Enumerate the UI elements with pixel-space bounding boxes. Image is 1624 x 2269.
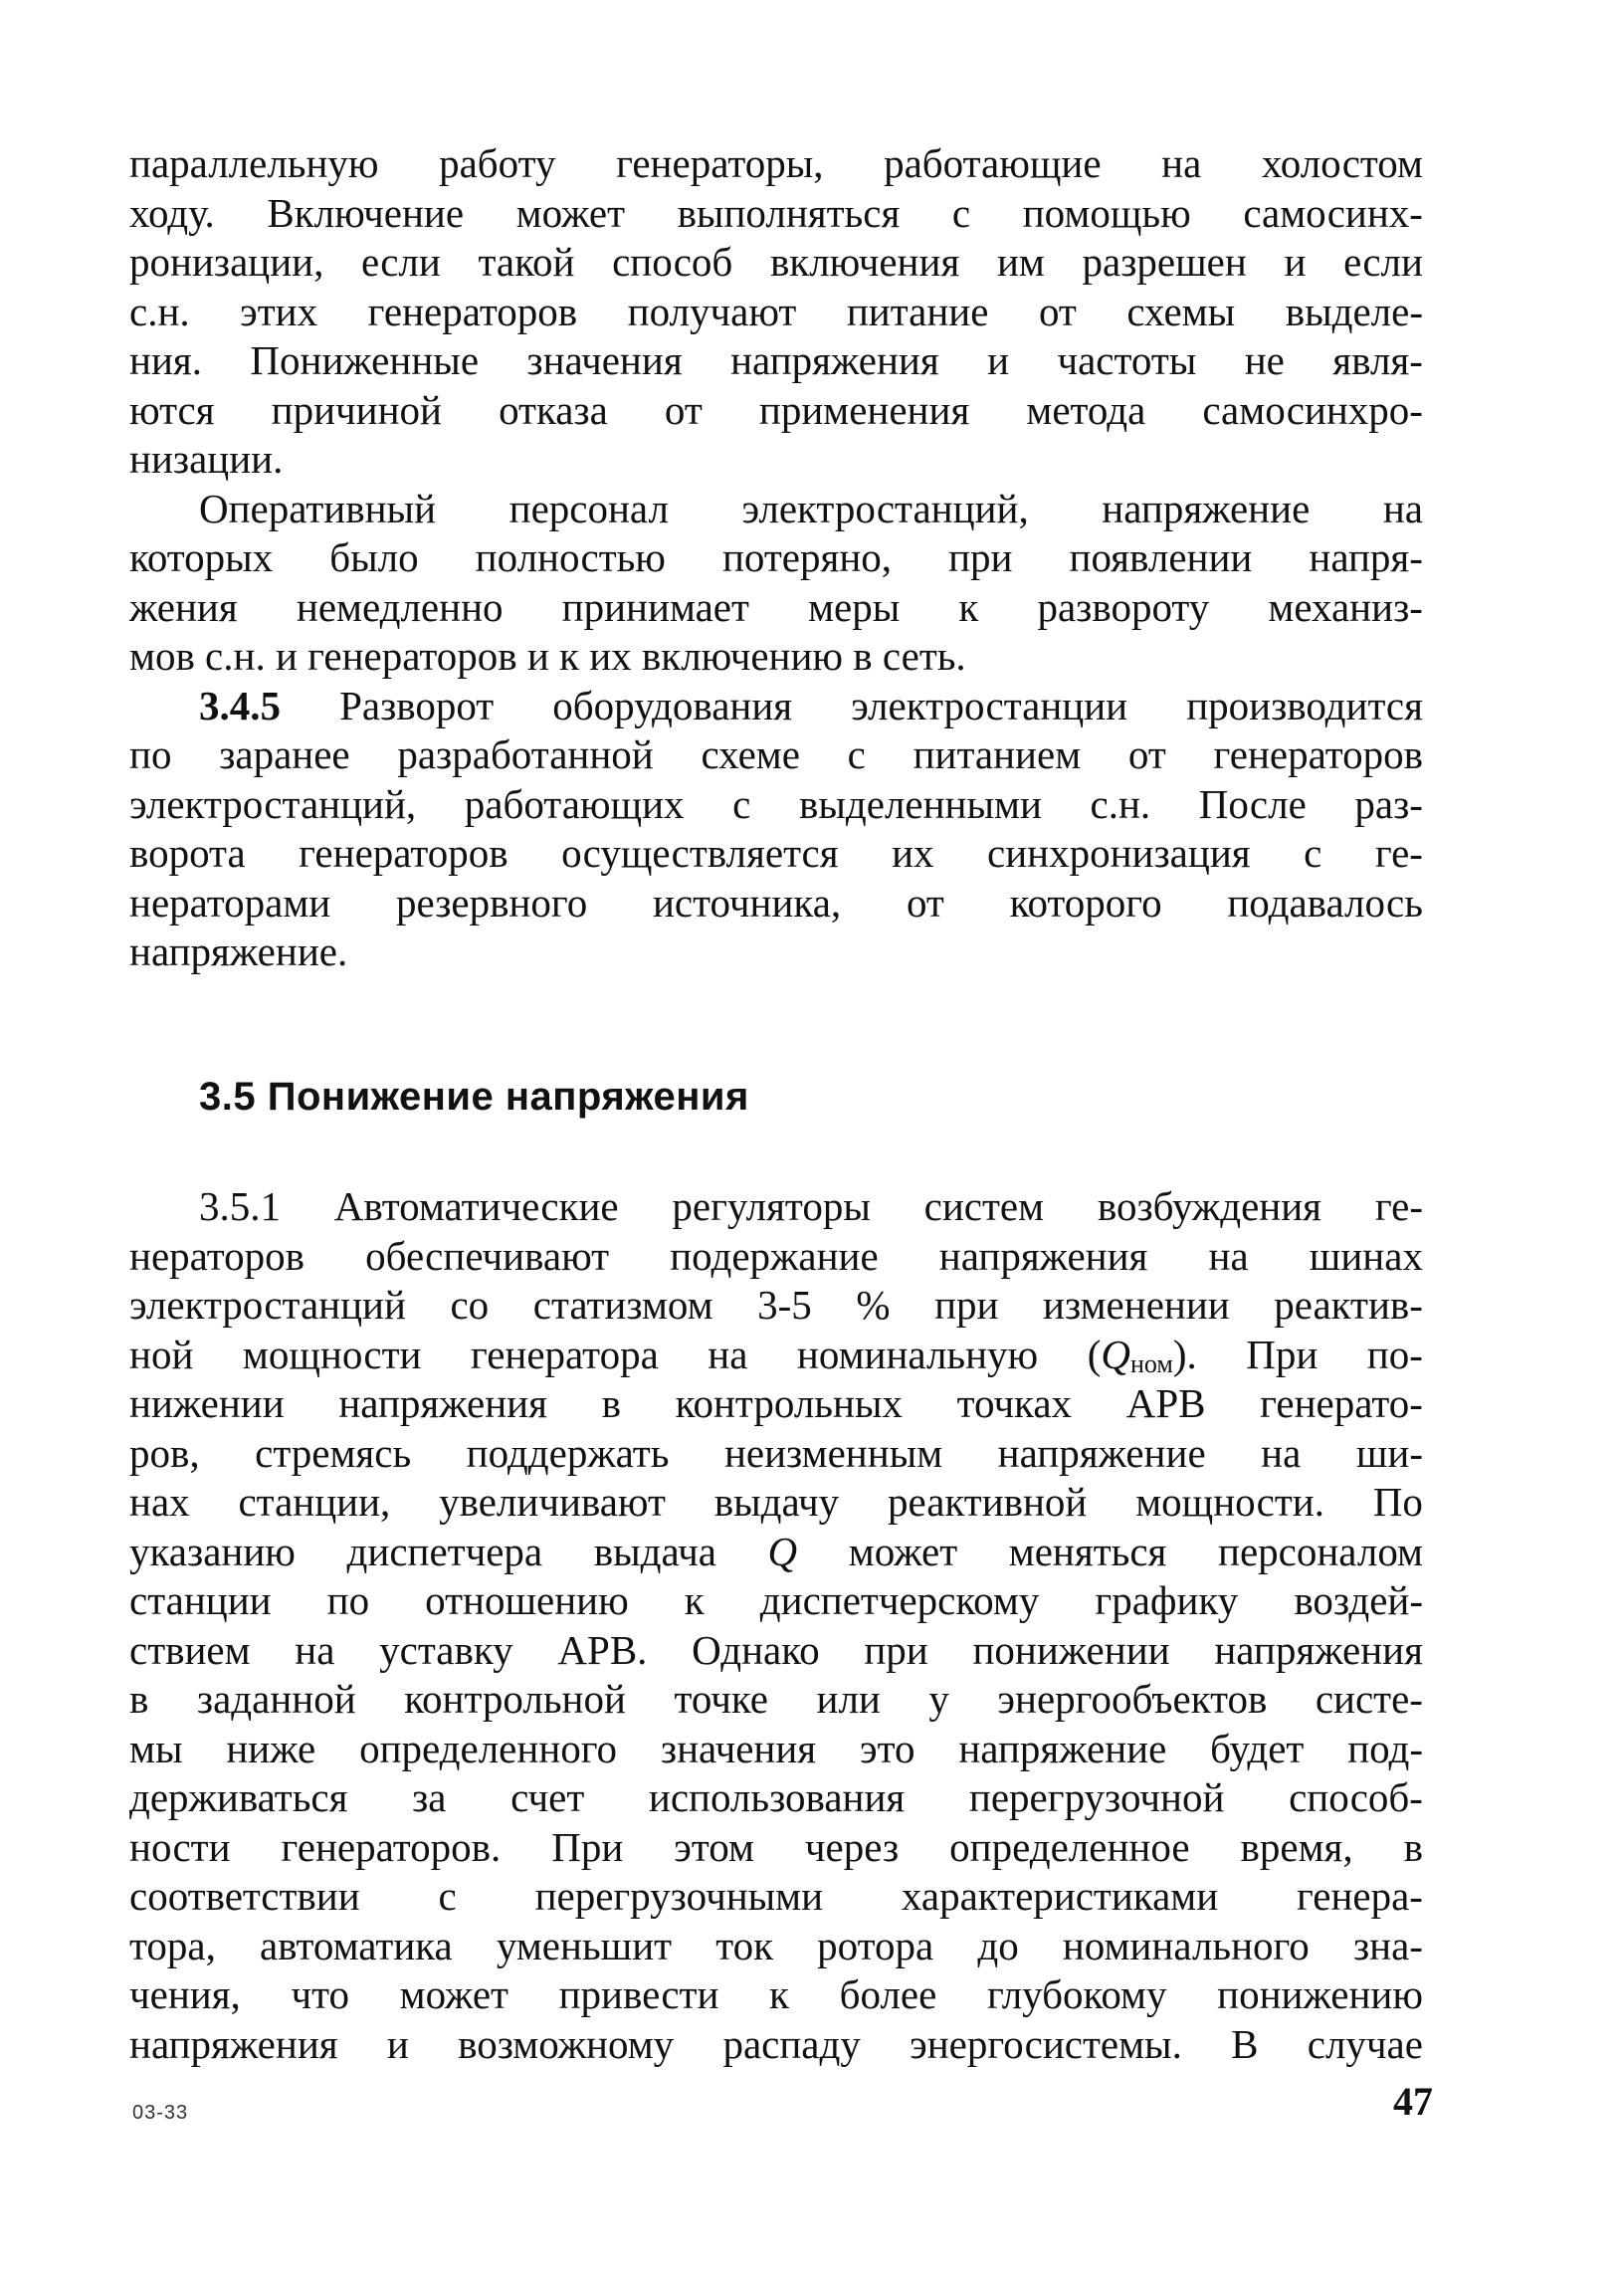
paragraph-line: [129, 1478, 1423, 1528]
word: систе-: [1315, 1676, 1423, 1722]
word: определенное: [949, 1823, 1190, 1870]
word: немедленно: [296, 583, 504, 630]
word: на: [295, 1626, 335, 1673]
word: Автоматические: [333, 1183, 619, 1229]
word: от: [1127, 731, 1166, 777]
word: способ: [612, 239, 733, 285]
word: может: [399, 1971, 508, 2017]
word: уставку: [379, 1626, 513, 1673]
word: мы: [129, 1725, 183, 1771]
word: под-: [1347, 1725, 1423, 1771]
word: выдачу: [713, 1479, 840, 1525]
word: отношению: [425, 1577, 629, 1623]
word: самосинхро-: [1202, 386, 1423, 433]
paragraph-line: [129, 1922, 1423, 1971]
word: стремясь: [255, 1429, 412, 1476]
word: диспетчера: [346, 1528, 543, 1574]
word: 3-5: [757, 1282, 812, 1328]
word: ров,: [129, 1429, 200, 1476]
paragraph-line: [129, 682, 1423, 731]
paragraph-line: [129, 1626, 1423, 1676]
word: причиной: [271, 386, 442, 433]
word: ниже: [226, 1725, 316, 1771]
word: напряжения: [730, 337, 939, 383]
word: реактивной: [888, 1479, 1088, 1525]
q-subscript: ном: [1129, 1348, 1173, 1378]
word: значения: [526, 337, 683, 383]
word: отказа: [499, 386, 608, 433]
word: ток: [715, 1922, 774, 1968]
paragraph-line: [129, 485, 1423, 534]
word: генераторы,: [616, 140, 824, 186]
paragraph-line: [129, 1970, 1423, 2020]
word: напряжения: [338, 1380, 547, 1426]
word: регуляторы: [672, 1183, 871, 1229]
word: резервного: [396, 879, 588, 926]
word: нераторами: [129, 879, 331, 926]
word: напряжение: [997, 1429, 1206, 1476]
paragraph-line: [129, 780, 1423, 830]
word: в: [601, 1380, 621, 1426]
word: которых: [129, 534, 274, 580]
word: персоналом: [1218, 1528, 1423, 1574]
word: реактив-: [1274, 1282, 1423, 1328]
paragraph-line: [129, 928, 1423, 977]
word: с.н.: [129, 288, 190, 334]
paragraph-line: [129, 1528, 1423, 1577]
word: помощью: [1022, 189, 1191, 236]
word: зна-: [1352, 1922, 1423, 1968]
paragraph-line: [129, 1331, 1423, 1380]
word: ротора: [817, 1922, 934, 1968]
word: систем: [923, 1183, 1045, 1229]
word: генераторов.: [281, 1823, 502, 1870]
word: полностью: [475, 534, 666, 580]
word: работающие: [884, 140, 1102, 186]
paragraph-line: [129, 1675, 1423, 1725]
word: электростанций: [129, 1282, 406, 1328]
word: ронизации,: [129, 239, 324, 285]
word: ния.: [129, 337, 202, 383]
word: производится: [1186, 682, 1423, 728]
word: питание: [846, 288, 989, 334]
word: изменении: [1043, 1282, 1230, 1328]
word: по-: [1366, 1331, 1423, 1377]
section-heading: 3.5 Понижение напряжения: [199, 1075, 749, 1119]
word: чения,: [129, 1971, 241, 2017]
word: синхронизация: [987, 830, 1251, 876]
word: напряжение: [958, 1725, 1167, 1771]
word: выдача: [593, 1528, 716, 1574]
word: в: [1403, 1823, 1423, 1870]
word: не: [1244, 337, 1285, 383]
paragraph-line: [129, 829, 1423, 879]
word: способ-: [1289, 1774, 1423, 1820]
word: развороту: [1037, 583, 1210, 630]
word: к: [958, 583, 979, 630]
word: схеме: [701, 731, 800, 777]
word: работающих: [464, 780, 685, 827]
word: тора,: [129, 1922, 216, 1968]
word: с: [438, 1873, 457, 1919]
word: генераторов: [367, 288, 578, 334]
word: питанием: [913, 731, 1082, 777]
word: статизмом: [532, 1282, 713, 1328]
word: перегрузочными: [534, 1873, 824, 1919]
word: параллельную: [129, 140, 379, 186]
word: генера-: [1297, 1873, 1423, 1919]
word: электростанции: [851, 682, 1128, 728]
page-number: 47: [1393, 2079, 1433, 2124]
word: с: [847, 731, 866, 777]
word: ши-: [1355, 1429, 1423, 1476]
word: номинального: [1062, 1922, 1310, 1968]
word: воздей-: [1294, 1577, 1423, 1623]
word: ствием: [129, 1626, 251, 1673]
word: понижению: [1217, 1971, 1423, 2017]
word: станции,: [238, 1479, 391, 1525]
word: что: [291, 1971, 349, 2017]
word: мощности: [242, 1331, 422, 1377]
word: Оперативный: [199, 485, 437, 531]
word: раз-: [1354, 780, 1423, 827]
q-symbol: Q: [1101, 1331, 1130, 1377]
paragraph-line: [129, 583, 1423, 633]
word: разработанной: [397, 731, 654, 777]
line-text: напряжение.: [129, 928, 348, 974]
word: от: [664, 386, 703, 433]
word: поддержать: [466, 1429, 670, 1476]
paragraph-line: [129, 730, 1423, 780]
word: точках: [956, 1380, 1073, 1426]
word: при: [948, 534, 1013, 580]
word: по: [129, 731, 172, 777]
word: на: [708, 1331, 748, 1377]
paragraph-line: [129, 1232, 1423, 1282]
word: %: [856, 1282, 891, 1328]
line-text: низации.: [129, 436, 284, 482]
word: и: [987, 337, 1010, 383]
word: у: [928, 1676, 949, 1722]
word: им: [996, 239, 1045, 285]
word: явля-: [1332, 337, 1423, 383]
word: подавалось: [1227, 879, 1423, 926]
word: диспетчерскому: [759, 1577, 1040, 1623]
paragraph-line: [129, 1576, 1423, 1626]
word: генерато-: [1260, 1380, 1423, 1426]
paren-close: ).: [1172, 1331, 1197, 1377]
word: оборудования: [552, 682, 793, 728]
word: соответствии: [129, 1873, 360, 1919]
word: меняться: [1008, 1528, 1167, 1574]
word: за: [412, 1774, 447, 1820]
word: перегрузочной: [968, 1774, 1225, 1820]
word: нижении: [129, 1380, 285, 1426]
word: схемы: [1126, 288, 1236, 334]
word: такой: [478, 239, 575, 285]
word: понижении: [972, 1626, 1170, 1673]
word: с: [732, 780, 751, 827]
word: ются: [129, 386, 215, 433]
word: При: [1246, 1331, 1319, 1377]
word: этом: [674, 1823, 754, 1870]
word: при: [934, 1282, 999, 1328]
word: напряжение: [1102, 485, 1311, 531]
word: ге-: [1374, 1183, 1423, 1229]
word: Пониженные: [250, 337, 480, 383]
word: напря-: [1309, 534, 1423, 580]
paragraph-line: [129, 189, 1423, 239]
paragraph-line: [129, 288, 1423, 337]
word: это: [860, 1725, 915, 1771]
word: персонал: [508, 485, 669, 531]
word: ворота: [129, 830, 246, 876]
word: по: [326, 1577, 370, 1623]
word: электростанций,: [129, 780, 417, 827]
word: При: [551, 1823, 624, 1870]
word: которого: [1009, 879, 1162, 926]
q-symbol: Q: [767, 1528, 798, 1574]
word: с: [951, 189, 971, 236]
word: счет: [510, 1774, 585, 1820]
word: появлении: [1069, 534, 1253, 580]
word: до: [977, 1922, 1019, 1968]
paren-open: (: [1087, 1331, 1102, 1377]
word: время,: [1240, 1823, 1353, 1870]
word: через: [804, 1823, 900, 1870]
word: включения: [769, 239, 960, 285]
word: частоты: [1057, 337, 1197, 383]
word: По: [1372, 1479, 1423, 1525]
word: ной: [129, 1331, 194, 1377]
word: В: [1231, 2020, 1259, 2067]
word: станции: [129, 1577, 272, 1623]
word: работу: [439, 140, 556, 186]
word: с.н.: [1090, 780, 1151, 827]
paragraph-line: [129, 1773, 1423, 1823]
paragraph-line: [129, 139, 1423, 189]
word: меры: [808, 583, 901, 630]
paragraph-line: [129, 386, 1423, 436]
print-code: 03-33: [132, 2102, 189, 2124]
paragraph-line: [129, 435, 1423, 485]
paragraph-line: [129, 1182, 1423, 1232]
word: неизменным: [723, 1429, 943, 1476]
word: механиз-: [1268, 583, 1423, 630]
paragraph-line: [129, 336, 1423, 386]
word: их: [892, 830, 934, 876]
word: нераторов: [129, 1232, 305, 1279]
word: или: [816, 1676, 881, 1722]
word: жения: [129, 583, 238, 630]
word: на: [1382, 485, 1423, 531]
word: при: [864, 1626, 928, 1673]
paragraph-line: [129, 533, 1423, 583]
word: к: [684, 1577, 705, 1623]
word: может: [515, 189, 625, 236]
word: напряжения: [1214, 1626, 1423, 1673]
word: если: [1343, 239, 1423, 285]
word: характеристиками: [901, 1873, 1219, 1919]
word: выполняться: [677, 189, 901, 236]
word: мощности.: [1135, 1479, 1324, 1525]
q-nominal-formula: [1088, 1331, 1197, 1380]
top-text-block: [129, 139, 1423, 977]
word: указанию: [129, 1528, 296, 1574]
word: этих: [240, 288, 318, 334]
clause-number: 3.4.5: [199, 682, 281, 728]
word: от: [906, 879, 944, 926]
paragraph-line: [129, 879, 1423, 928]
word: автоматика: [259, 1922, 453, 1968]
word: было: [329, 534, 419, 580]
word: распаду: [722, 2020, 861, 2067]
word: Разворот: [339, 682, 495, 728]
word: осуществляется: [561, 830, 839, 876]
word: и: [386, 2020, 409, 2067]
word: уменьшит: [496, 1922, 673, 1968]
word: заданной: [196, 1676, 356, 1722]
word: напряжения: [938, 1232, 1148, 1279]
word: и: [1284, 239, 1307, 285]
word: заранее: [219, 731, 350, 777]
word: с: [1304, 830, 1322, 876]
word: разрешен: [1082, 239, 1247, 285]
word: увеличивают: [439, 1479, 666, 1525]
word: холостом: [1261, 140, 1423, 186]
word: Однако: [692, 1626, 820, 1673]
word: генераторов: [299, 830, 508, 876]
paragraph-line: [129, 2020, 1423, 2070]
word: ходу.: [129, 189, 215, 236]
word: глубокому: [986, 1971, 1167, 2017]
paragraph-line: [129, 1281, 1423, 1331]
word: возможному: [458, 2020, 675, 2067]
word: потеряно,: [721, 534, 893, 580]
paragraph-line: [129, 1429, 1423, 1479]
word: Включение: [267, 189, 465, 236]
word: получают: [627, 288, 797, 334]
word: АРВ.: [557, 1626, 648, 1673]
word: метода: [1026, 386, 1146, 433]
word: со: [450, 1282, 490, 1328]
word: напряжения: [129, 2020, 338, 2067]
word: контрольных: [675, 1380, 903, 1426]
word: держиваться: [129, 1774, 348, 1820]
word: электростанций,: [741, 485, 1029, 531]
word: значения: [660, 1725, 817, 1771]
word: на: [1261, 1429, 1302, 1476]
word: генератора: [470, 1331, 659, 1377]
word: энергообъектов: [997, 1676, 1268, 1722]
paragraph-line: [129, 1872, 1423, 1922]
word: ности: [129, 1823, 231, 1870]
word: точке: [674, 1676, 768, 1722]
word: АРВ: [1125, 1380, 1206, 1426]
paragraph-line: [129, 1379, 1423, 1429]
word: более: [839, 1971, 937, 2017]
word: энергосистемы.: [910, 2020, 1182, 2067]
word: нах: [129, 1479, 190, 1525]
word: принимает: [561, 583, 749, 630]
word: в: [129, 1676, 149, 1722]
word: на: [1161, 140, 1202, 186]
paragraph-line: [129, 632, 1423, 682]
word: выделенными: [798, 780, 1042, 827]
word: источника,: [652, 879, 842, 926]
word: самосинх-: [1243, 189, 1423, 236]
section-text-block: [129, 1182, 1423, 2069]
word: применения: [758, 386, 970, 433]
word: к: [769, 1971, 789, 2017]
word: от: [1038, 288, 1077, 334]
word: будет: [1210, 1725, 1305, 1771]
clause-number: 3.5.1: [199, 1183, 281, 1229]
word: ге-: [1374, 830, 1423, 876]
paragraph-line: [129, 1823, 1423, 1873]
line-text: мов с.н. и генераторов и к их включению в сеть.: [129, 633, 966, 679]
word: обеспечивают: [365, 1232, 610, 1279]
word: генераторов: [1213, 731, 1423, 777]
word: подержание: [670, 1232, 879, 1279]
word: может: [848, 1528, 958, 1574]
word: привести: [558, 1971, 719, 2017]
word: контрольной: [404, 1676, 626, 1722]
word: После: [1198, 780, 1307, 827]
word: если: [361, 239, 441, 285]
paragraph-line: [129, 238, 1423, 288]
word: определенного: [359, 1725, 618, 1771]
word: номинальную: [796, 1331, 1039, 1377]
word: использования: [648, 1774, 906, 1820]
word: выделе-: [1285, 288, 1423, 334]
word: на: [1208, 1232, 1249, 1279]
word: шинах: [1309, 1232, 1423, 1279]
word: возбуждения: [1097, 1183, 1322, 1229]
word: графику: [1095, 1577, 1239, 1623]
paragraph-line: [129, 1725, 1423, 1774]
word: случае: [1307, 2020, 1423, 2067]
